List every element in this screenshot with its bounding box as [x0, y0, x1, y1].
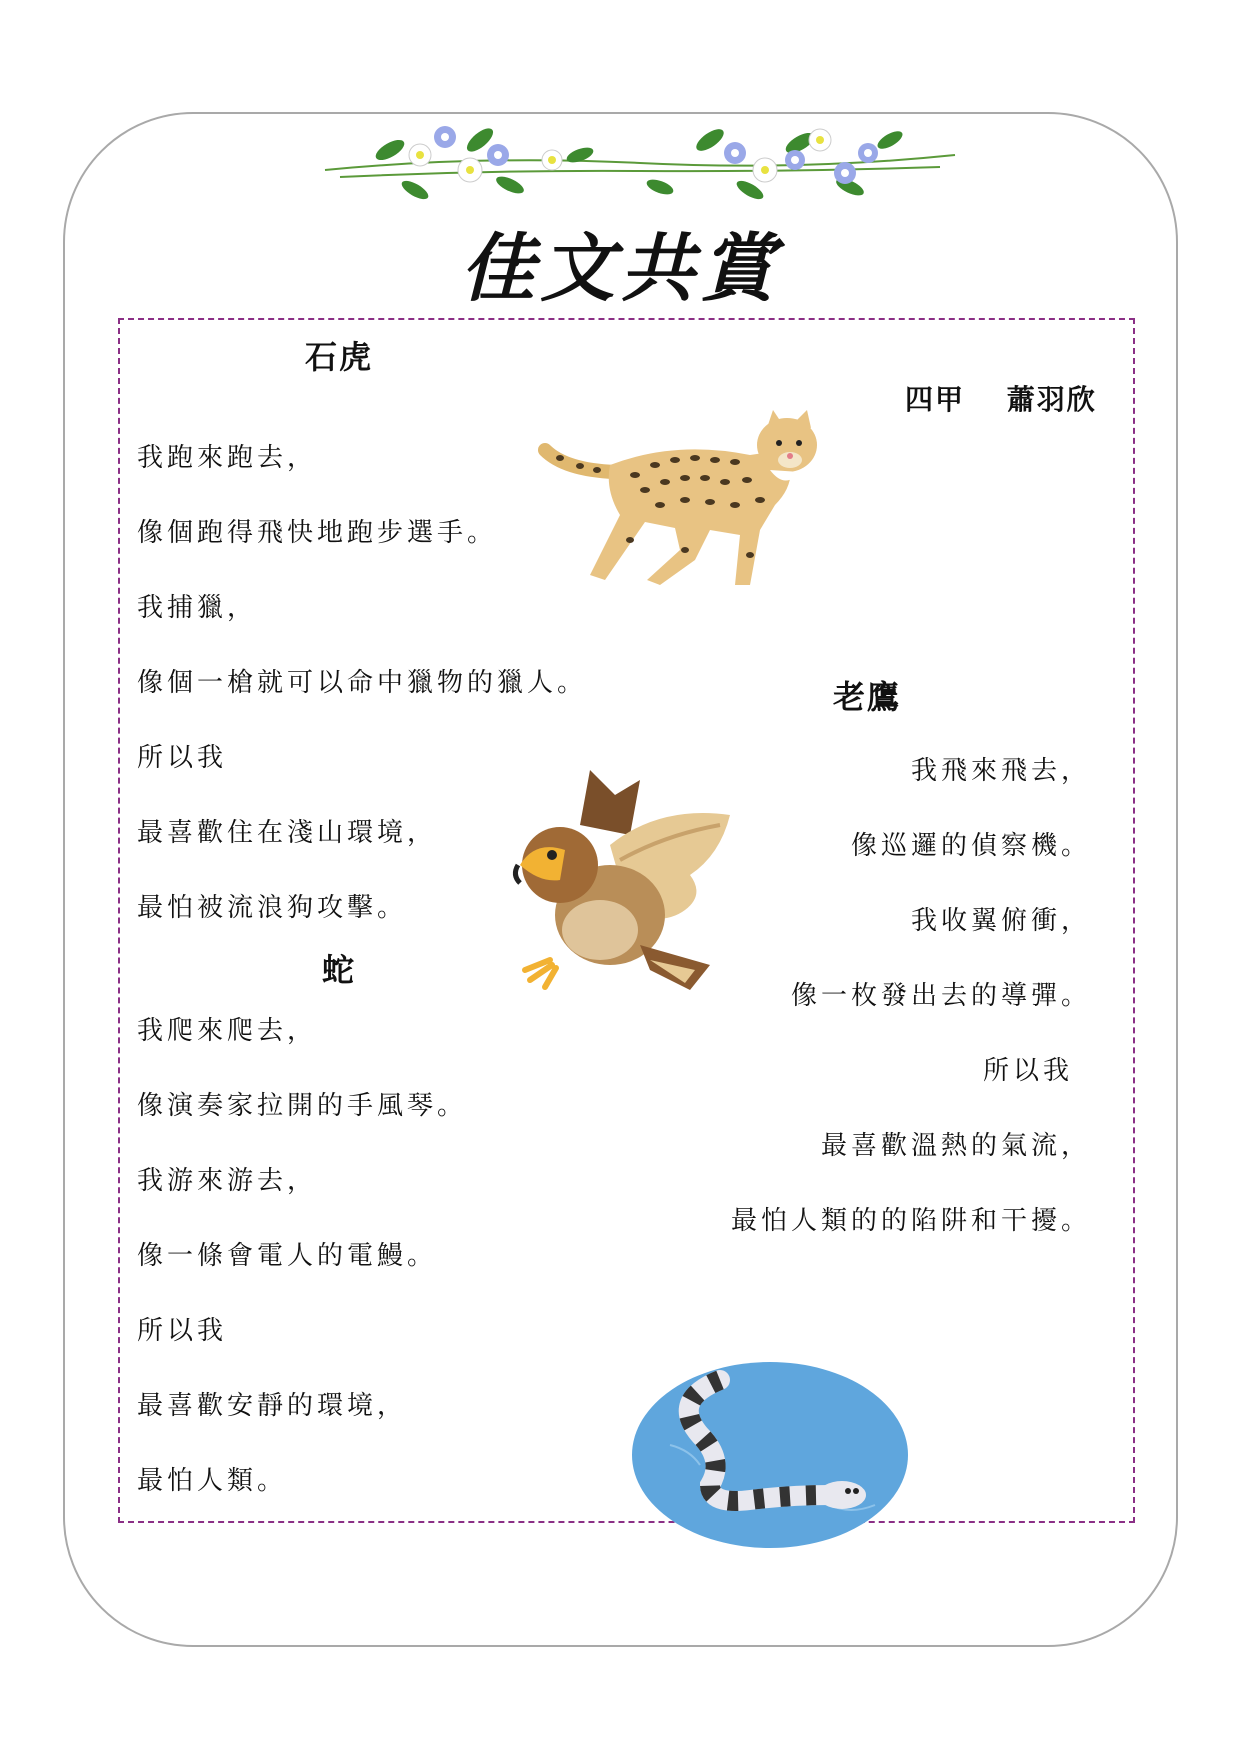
poem-title: 蛇 [322, 951, 357, 989]
author-name: 四甲 蕭羽欣 [905, 383, 1097, 416]
poem-line: 最喜歡安靜的環境， [137, 1391, 408, 1421]
poem-line: 所以我 [137, 743, 228, 773]
poem-line: 像個一槍就可以命中獵物的獵人。 [137, 668, 588, 698]
eagle-icon [490, 765, 740, 1005]
poem-line: 像一枚發出去的導彈。 [790, 981, 1091, 1011]
page-title: 佳文共賞 [460, 226, 781, 312]
poem-line: 最怕人類的的陷阱和干擾。 [730, 1206, 1091, 1236]
snake-in-water-icon [630, 1355, 910, 1550]
poem-line: 我收翼俯衝， [910, 906, 1091, 936]
poem-line: 像個跑得飛快地跑步選手。 [137, 518, 498, 548]
poem-line: 最喜歡住在淺山環境， [137, 818, 438, 848]
poem-line: 最怕被流浪狗攻擊。 [137, 893, 408, 923]
leopard-cat-icon [535, 410, 845, 595]
poem-line: 像演奏家拉開的手風琴。 [137, 1091, 468, 1121]
poem-line: 像巡邏的偵察機。 [850, 831, 1091, 861]
poem-title: 石虎 [305, 338, 374, 376]
poem-line: 最喜歡溫熱的氣流， [820, 1131, 1091, 1161]
poem-line: 像一條會電人的電鰻。 [137, 1241, 438, 1271]
poem-line: 我捕獵， [137, 593, 258, 623]
poem-line: 我飛來飛去， [910, 756, 1091, 786]
poem-line: 我爬來爬去， [137, 1016, 318, 1046]
poem-line: 最怕人類。 [137, 1466, 288, 1496]
flower-garland-icon [320, 115, 960, 215]
poem-line: 我跑來跑去， [137, 443, 318, 473]
poem-line: 所以我 [137, 1316, 228, 1346]
poem-line: 我游來游去， [137, 1166, 318, 1196]
poem-line: 所以我 [982, 1056, 1073, 1086]
poem-title: 老鷹 [833, 678, 902, 716]
